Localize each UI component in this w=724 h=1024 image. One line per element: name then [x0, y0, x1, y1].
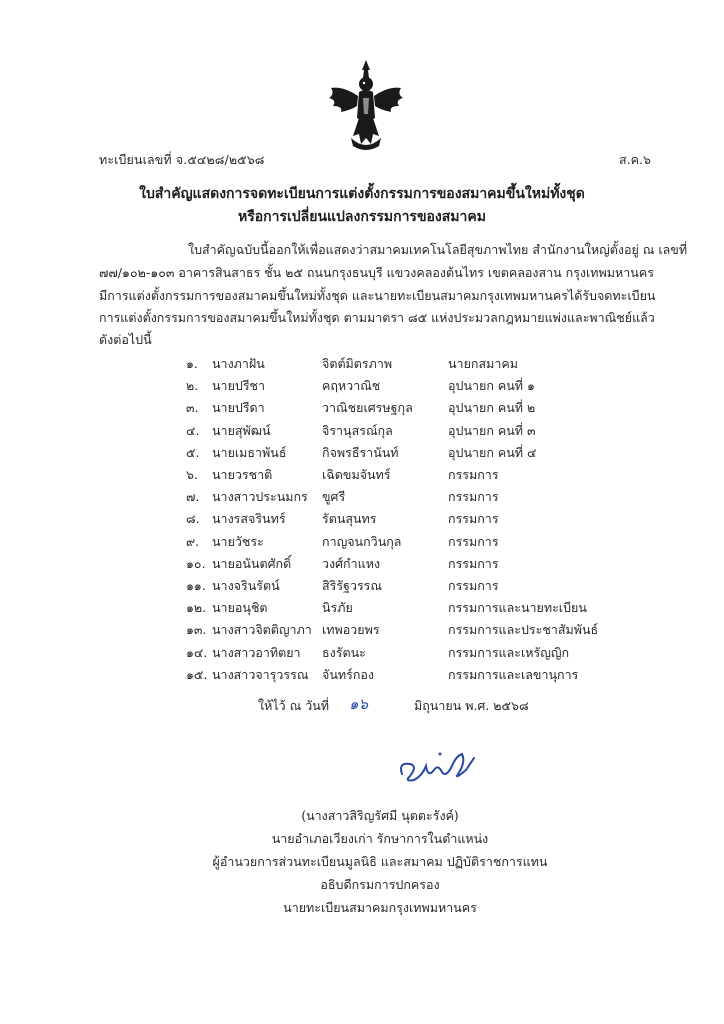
member-last-name: คฤหวาณิช [322, 378, 381, 394]
issue-day-handwritten: ๑๖ [349, 695, 369, 713]
signatory-title: ผู้อำนวยการส่วนทะเบียนมูลนิธิ และสมาคม ปฏิบัติราชการแทน [212, 854, 548, 869]
member-last-name: เฉิดขมจันทร์ [322, 467, 391, 482]
member-position: กรรมการและประชาสัมพันธ์ [448, 622, 599, 638]
member-last-name: จันทร์กอง [322, 666, 375, 682]
member-last-name: วาณิชยเศรษฐกุล [322, 400, 413, 416]
member-last-name: ธงรัตนะ [322, 644, 366, 660]
member-position: กรรมการ [448, 555, 499, 571]
member-first-name: นายอนุชิต [212, 600, 268, 616]
member-first-name: นางสาวจิตติญาภา [212, 622, 312, 638]
member-position: กรรมการและเหรัญญิก [448, 644, 570, 660]
member-last-name: วงศ์กำแหง [322, 555, 381, 571]
member-position: กรรมการ [448, 489, 499, 505]
member-first-name: นายสุพัฒน์ [212, 422, 271, 438]
member-position: กรรมการ [448, 467, 499, 482]
member-number: ๑. [186, 356, 198, 371]
member-number: ๑๓. [186, 622, 207, 638]
body-text-line: การแต่งตั้งกรรมการของสมาคมขึ้นใหม่ทั้งชุด ตามมาตรา ๘๕ แห่งประมวลกฎหมายแพ่งและพาณิชย์แล้ว [99, 310, 655, 325]
member-first-name: นางภาฝัน [212, 356, 265, 371]
signature-mark [396, 740, 476, 790]
member-first-name: นางสาวจารุวรรณ [212, 666, 309, 682]
member-last-name: จิรานุสรณ์กุล [322, 422, 393, 438]
member-last-name: สิริรัฐวรรณ [322, 578, 382, 593]
member-number: ๔. [186, 422, 200, 438]
member-position: อุปนายก คนที่ ๒ [448, 400, 536, 416]
member-last-name: รัตนสุนทร [322, 511, 377, 527]
member-position: อุปนายก คนที่ ๔ [448, 444, 537, 460]
member-position: อุปนายก คนที่ ๓ [448, 422, 536, 438]
member-position: กรรมการ [448, 578, 499, 593]
member-position: อุปนายก คนที่ ๑ [448, 378, 535, 394]
registration-number: ทะเบียนเลขที่ จ.๕๔๒๘/๒๕๖๘ [99, 152, 265, 167]
signatory-title: อธิบดีกรมการปกครอง [320, 877, 440, 892]
member-number: ๑๐. [186, 555, 206, 571]
member-number: ๖. [186, 467, 198, 482]
certificate-subtitle: หรือการเปลี่ยนแปลงกรรมการของสมาคม [237, 209, 486, 225]
form-code: ส.ค.๖ [619, 152, 651, 167]
member-first-name: นายปรีชา [212, 378, 266, 394]
member-last-name: จิตต์มิตรภาพ [322, 356, 393, 371]
member-number: ๑๕. [186, 666, 208, 682]
signatory-title: นายอำเภอเวียงเก่า รักษาการในตำแหน่ง [271, 831, 489, 846]
certificate-title: ใบสำคัญแสดงการจดทะเบียนการแต่งตั้งกรรมการของสมาคมขึ้นใหม่ทั้งชุด [139, 186, 585, 202]
member-number: ๑๒. [186, 600, 207, 616]
issue-date-label: ให้ไว้ ณ วันที่ [258, 698, 329, 713]
member-number: ๓. [186, 400, 199, 416]
member-position: นายกสมาคม [448, 356, 518, 371]
member-first-name: นายเมธาพันธ์ [212, 444, 287, 460]
member-number: ๑๑. [186, 578, 206, 593]
member-number: ๑๔. [186, 644, 208, 660]
member-first-name: นางสาวอาทิตยา [212, 644, 301, 660]
member-first-name: นางรสจรินทร์ [212, 511, 286, 527]
member-last-name: เทพอวยพร [322, 622, 380, 638]
member-last-name: นิรภัย [322, 600, 353, 616]
member-position: กรรมการ [448, 533, 499, 549]
member-number: ๘. [186, 511, 200, 527]
member-number: ๒. [186, 378, 199, 394]
member-first-name: นางสาวประนมกร [212, 489, 308, 505]
member-first-name: นายวรชาติ [212, 467, 273, 482]
member-position: กรรมการและนายทะเบียน [448, 600, 587, 616]
body-text-line: มีการแต่งตั้งกรรมการของสมาคมขึ้นใหม่ทั้งชุด และนายทะเบียนสมาคมกรุงเทพมหานครได้รับจดทะเบียน [99, 288, 656, 303]
member-position: กรรมการ [448, 511, 499, 527]
member-number: ๙. [186, 533, 200, 549]
member-number: ๗. [186, 489, 200, 505]
signatory-name: (นางสาวสิริญรัศมี นุตตะรังค์) [301, 808, 459, 823]
member-last-name: กาญจนกวินกุล [322, 533, 402, 549]
signatory-title: นายทะเบียนสมาคมกรุงเทพมหานคร [283, 900, 477, 915]
member-first-name: นายวัชระ [212, 533, 264, 549]
member-position: กรรมการและเลขานุการ [448, 666, 579, 682]
garuda-emblem-icon [325, 58, 407, 154]
body-text-line: ๗๗/๑๐๒-๑๐๓ อาคารสินสาธร ชั้น ๒๕ ถนนกรุงธนบุรี แขวงคลองต้นไทร เขตคลองสาน กรุงเทพมหานคร [99, 265, 654, 280]
member-last-name: กิจพรธีรานันท์ [322, 444, 399, 460]
issue-month-year: มิถุนายน พ.ศ. ๒๕๖๘ [414, 698, 529, 713]
member-first-name: นายปรีดา [212, 400, 265, 416]
member-last-name: ขูศรี [322, 489, 346, 505]
body-text-line: ดังต่อไปนี้ [99, 332, 152, 347]
member-first-name: นายอนันตศักดิ์ [212, 555, 292, 571]
member-first-name: นางจรินรัตน์ [212, 578, 280, 593]
member-number: ๕. [186, 444, 200, 460]
body-text-line: ใบสำคัญฉบับนี้ออกให้เพื่อแสดงว่าสมาคมเทคโนโลยีสุขภาพไทย สำนักงานใหญ่ตั้งอยู่ ณ เลขที่ [188, 242, 688, 257]
